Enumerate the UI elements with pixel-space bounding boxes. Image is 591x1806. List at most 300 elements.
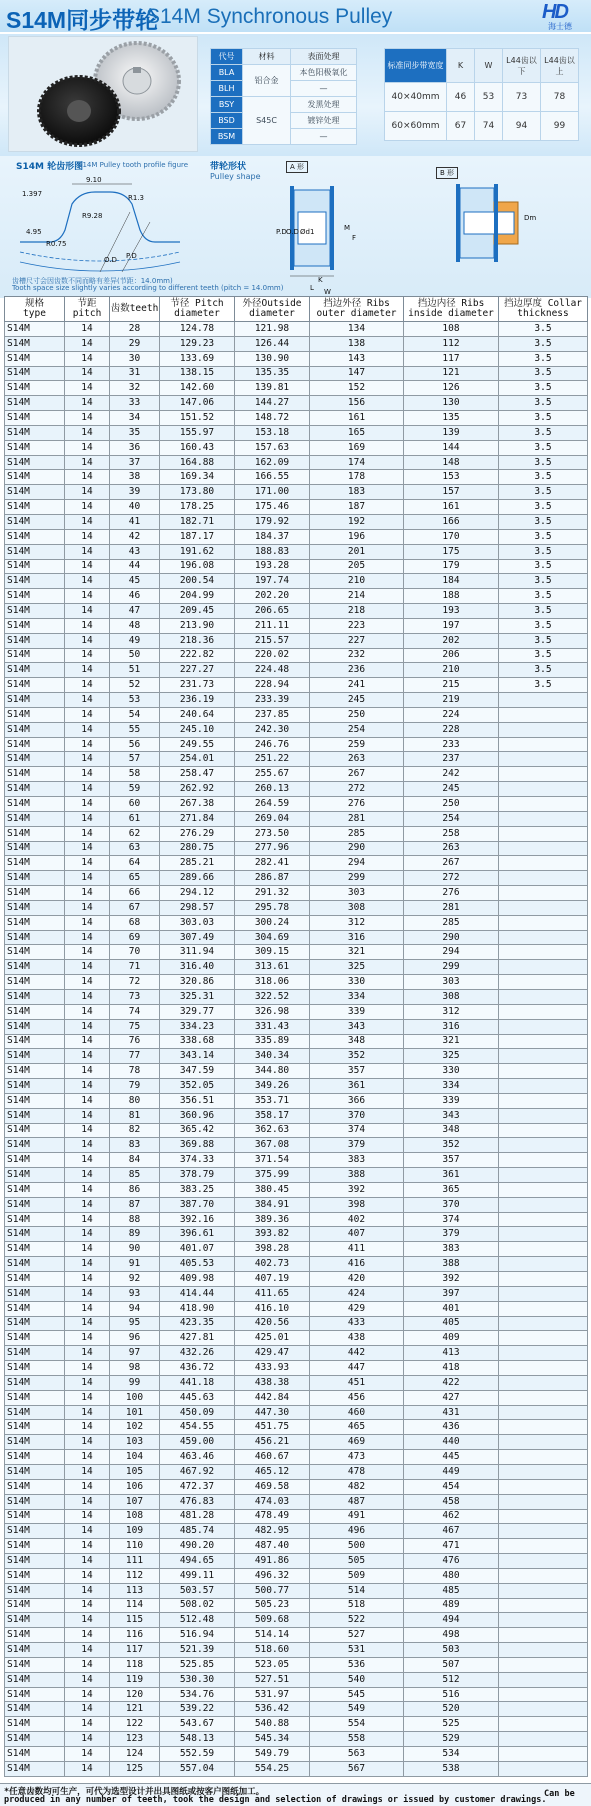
table-cell: 14: [65, 1227, 110, 1242]
table-cell: 14: [65, 500, 110, 515]
table-cell: 436.72: [160, 1361, 235, 1376]
table-cell: S14M: [5, 544, 65, 559]
table-cell: 487: [310, 1494, 404, 1509]
table-cell: [499, 1153, 588, 1168]
table-cell: 108: [110, 1509, 160, 1524]
table-row: [5, 1316, 588, 1331]
table-cell: 84: [110, 1153, 160, 1168]
table-cell: 425.01: [235, 1331, 310, 1346]
table-cell: [499, 975, 588, 990]
table-cell: 299: [310, 871, 404, 886]
table-cell: 14: [65, 811, 110, 826]
table-cell: 494: [404, 1613, 499, 1628]
table-row: [5, 618, 588, 633]
table-cell: 57: [110, 752, 160, 767]
table-cell: 480: [404, 1568, 499, 1583]
table-cell: 70: [110, 945, 160, 960]
table-cell: 545.34: [235, 1732, 310, 1747]
table-cell: 436: [404, 1420, 499, 1435]
table-cell: 454: [404, 1479, 499, 1494]
table-cell: 401.07: [160, 1242, 235, 1257]
table-cell: 512.48: [160, 1613, 235, 1628]
table-cell: 424: [310, 1286, 404, 1301]
table-cell: 124.78: [160, 322, 235, 337]
table-cell: 14: [65, 975, 110, 990]
table-cell: 112: [110, 1568, 160, 1583]
table-cell: 14: [65, 322, 110, 337]
table-cell: 65: [110, 871, 160, 886]
table-cell: S14M: [5, 811, 65, 826]
table-cell: 375.99: [235, 1168, 310, 1183]
table-cell: 14: [65, 411, 110, 426]
table-cell: [499, 1168, 588, 1183]
dim-label: O.D: [104, 256, 117, 264]
table-row: [5, 1450, 588, 1465]
table-cell: 14: [65, 529, 110, 544]
table-cell: 14: [65, 1628, 110, 1643]
table-cell: [499, 886, 588, 901]
table-cell: 521.39: [160, 1643, 235, 1658]
table-cell: 499.11: [160, 1568, 235, 1583]
table-cell: 117: [404, 351, 499, 366]
table-cell: S14M: [5, 1168, 65, 1183]
table-cell: [499, 1316, 588, 1331]
table-cell: 276: [404, 886, 499, 901]
table-cell: 182.71: [160, 514, 235, 529]
table-row: [5, 1717, 588, 1732]
table-cell: 401: [404, 1301, 499, 1316]
column-header-line: outer diameter: [316, 308, 397, 319]
table-cell: S14M: [5, 1657, 65, 1672]
table-row: [5, 1732, 588, 1747]
table-row: [5, 604, 588, 619]
table-row: [5, 1613, 588, 1628]
table-row: [5, 1524, 588, 1539]
width-header: L44齿以下: [503, 49, 541, 83]
table-cell: 97: [110, 1346, 160, 1361]
table-cell: 102: [110, 1420, 160, 1435]
table-cell: [499, 1494, 588, 1509]
table-cell: [499, 693, 588, 708]
table-cell: 14: [65, 604, 110, 619]
table-cell: 303: [310, 886, 404, 901]
spec-code: BSD: [211, 113, 243, 129]
table-cell: 36: [110, 440, 160, 455]
table-cell: [499, 1257, 588, 1272]
table-cell: 14: [65, 678, 110, 693]
table-cell: 236.19: [160, 693, 235, 708]
table-cell: 119: [110, 1672, 160, 1687]
table-cell: 254.01: [160, 752, 235, 767]
table-cell: [499, 1034, 588, 1049]
table-cell: 99: [110, 1375, 160, 1390]
table-cell: 14: [65, 737, 110, 752]
table-cell: 14: [65, 1034, 110, 1049]
table-cell: 14: [65, 336, 110, 351]
table-cell: 277.96: [235, 841, 310, 856]
table-cell: 469.58: [235, 1479, 310, 1494]
table-cell: 14: [65, 470, 110, 485]
table-row: [5, 841, 588, 856]
table-cell: 454.55: [160, 1420, 235, 1435]
width-header: W: [475, 49, 503, 83]
table-cell: 142.60: [160, 381, 235, 396]
table-cell: 60: [110, 797, 160, 812]
table-cell: 87: [110, 1197, 160, 1212]
table-cell: [499, 1717, 588, 1732]
column-header-line: 挡边外径 Ribs: [323, 298, 390, 309]
table-cell: 50: [110, 648, 160, 663]
table-cell: 433: [310, 1316, 404, 1331]
column-header-line: type: [23, 308, 46, 319]
table-cell: S14M: [5, 1494, 65, 1509]
table-cell: 392.16: [160, 1212, 235, 1227]
table-cell: 536: [310, 1657, 404, 1672]
table-cell: 522: [310, 1613, 404, 1628]
table-cell: 14: [65, 1375, 110, 1390]
footer-note-en: produced in any number of teeth, took the design and selection of drawings or issued by customer drawings.: [4, 1795, 547, 1805]
table-cell: S14M: [5, 618, 65, 633]
table-cell: 80: [110, 1093, 160, 1108]
table-cell: [499, 1286, 588, 1301]
table-cell: 224.48: [235, 663, 310, 678]
table-cell: S14M: [5, 1613, 65, 1628]
table-cell: 383: [404, 1242, 499, 1257]
table-cell: 554: [310, 1717, 404, 1732]
spec-code: BSM: [211, 129, 243, 145]
table-cell: 365: [404, 1182, 499, 1197]
table-cell: 120: [110, 1687, 160, 1702]
table-cell: 476: [404, 1554, 499, 1569]
table-cell: 503: [404, 1643, 499, 1658]
table-cell: [499, 1450, 588, 1465]
table-cell: 14: [65, 856, 110, 871]
table-cell: S14M: [5, 960, 65, 975]
table-row: [5, 1049, 588, 1064]
table-cell: 121.98: [235, 322, 310, 337]
table-cell: [499, 945, 588, 960]
spec-treatment: 发黑处理: [291, 97, 357, 113]
table-cell: 14: [65, 1450, 110, 1465]
table-cell: 115: [110, 1613, 160, 1628]
table-cell: [499, 1004, 588, 1019]
table-cell: 549: [310, 1702, 404, 1717]
table-cell: 447: [310, 1361, 404, 1376]
table-cell: S14M: [5, 351, 65, 366]
table-cell: 509: [310, 1568, 404, 1583]
table-cell: S14M: [5, 1420, 65, 1435]
table-cell: 3.5: [499, 485, 588, 500]
table-cell: 567: [310, 1761, 404, 1776]
table-cell: 352.05: [160, 1079, 235, 1094]
table-cell: 272: [404, 871, 499, 886]
table-cell: S14M: [5, 485, 65, 500]
column-header-line: 齿数teeth: [110, 303, 159, 314]
table-cell: 206: [404, 648, 499, 663]
table-cell: 263: [310, 752, 404, 767]
table-cell: 218.36: [160, 633, 235, 648]
column-header-line: inside diameter: [408, 308, 494, 319]
table-cell: 14: [65, 1390, 110, 1405]
table-cell: [499, 752, 588, 767]
table-cell: S14M: [5, 1153, 65, 1168]
table-cell: 325: [310, 960, 404, 975]
table-cell: 548.13: [160, 1732, 235, 1747]
table-cell: 260.13: [235, 782, 310, 797]
table-cell: 135: [404, 411, 499, 426]
table-cell: S14M: [5, 366, 65, 381]
table-cell: 211.11: [235, 618, 310, 633]
table-cell: 166.55: [235, 470, 310, 485]
table-cell: 529: [404, 1732, 499, 1747]
dim-label: R9.28: [82, 212, 103, 220]
table-cell: 416: [310, 1257, 404, 1272]
table-cell: 14: [65, 1717, 110, 1732]
table-cell: 14: [65, 1019, 110, 1034]
table-cell: 165: [310, 425, 404, 440]
table-cell: 161: [404, 500, 499, 515]
table-cell: 498: [404, 1628, 499, 1643]
table-row: [5, 871, 588, 886]
table-row: [5, 514, 588, 529]
table-row: [5, 1138, 588, 1153]
table-cell: 299: [404, 960, 499, 975]
table-row: [5, 1657, 588, 1672]
table-cell: 14: [65, 1761, 110, 1776]
table-cell: 361: [310, 1079, 404, 1094]
table-cell: 51: [110, 663, 160, 678]
table-row: [5, 663, 588, 678]
table-cell: 329.77: [160, 1004, 235, 1019]
table-cell: 68: [110, 915, 160, 930]
table-cell: S14M: [5, 411, 65, 426]
table-cell: 371.54: [235, 1153, 310, 1168]
table-row: [5, 1153, 588, 1168]
table-row: [5, 1479, 588, 1494]
table-cell: S14M: [5, 1435, 65, 1450]
table-cell: 123: [110, 1732, 160, 1747]
table-cell: 14: [65, 1049, 110, 1064]
table-row: [5, 455, 588, 470]
table-cell: 520: [404, 1702, 499, 1717]
table-cell: 496: [310, 1524, 404, 1539]
pulley-spec-table: [4, 296, 588, 1777]
table-cell: 78: [110, 1064, 160, 1079]
table-cell: S14M: [5, 1316, 65, 1331]
table-cell: 407.19: [235, 1272, 310, 1287]
table-cell: S14M: [5, 500, 65, 515]
table-cell: 47: [110, 604, 160, 619]
table-cell: 175: [404, 544, 499, 559]
column-header: [110, 297, 160, 322]
table-cell: S14M: [5, 1272, 65, 1287]
table-cell: 157: [404, 485, 499, 500]
table-cell: S14M: [5, 722, 65, 737]
table-cell: 3.5: [499, 663, 588, 678]
table-row: [5, 500, 588, 515]
dim-label: R0.75: [46, 240, 67, 248]
table-row: [5, 574, 588, 589]
table-row: [5, 1212, 588, 1227]
table-cell: 148.72: [235, 411, 310, 426]
table-cell: 360.96: [160, 1108, 235, 1123]
table-cell: 392: [310, 1182, 404, 1197]
table-cell: S14M: [5, 1450, 65, 1465]
table-cell: [499, 1687, 588, 1702]
table-cell: 14: [65, 1212, 110, 1227]
table-cell: 514: [310, 1583, 404, 1598]
table-cell: 429.47: [235, 1346, 310, 1361]
table-cell: 227.27: [160, 663, 235, 678]
table-cell: 147: [310, 366, 404, 381]
table-cell: 534: [404, 1747, 499, 1762]
table-cell: 411: [310, 1242, 404, 1257]
column-header: [404, 297, 499, 322]
table-cell: 61: [110, 811, 160, 826]
table-cell: 298.57: [160, 900, 235, 915]
table-cell: 334: [310, 989, 404, 1004]
table-cell: 143: [310, 351, 404, 366]
table-cell: 130: [404, 396, 499, 411]
table-cell: 95: [110, 1316, 160, 1331]
table-cell: 307.49: [160, 930, 235, 945]
table-row: [5, 960, 588, 975]
table-cell: S14M: [5, 663, 65, 678]
table-cell: 365.42: [160, 1123, 235, 1138]
table-cell: 91: [110, 1257, 160, 1272]
table-cell: 14: [65, 886, 110, 901]
width-header: L44齿以上: [541, 49, 579, 83]
table-row: [5, 485, 588, 500]
table-cell: [499, 1747, 588, 1762]
table-cell: 14: [65, 722, 110, 737]
table-cell: [499, 1464, 588, 1479]
table-cell: 144: [404, 440, 499, 455]
table-cell: [499, 1583, 588, 1598]
table-cell: 125: [110, 1761, 160, 1776]
table-cell: 64: [110, 856, 160, 871]
table-cell: 334: [404, 1079, 499, 1094]
table-cell: [499, 871, 588, 886]
table-cell: 54: [110, 707, 160, 722]
table-cell: S14M: [5, 752, 65, 767]
table-cell: 343.14: [160, 1049, 235, 1064]
table-cell: [499, 1064, 588, 1079]
table-cell: 326.98: [235, 1004, 310, 1019]
table-cell: 14: [65, 618, 110, 633]
table-cell: 289.66: [160, 871, 235, 886]
table-cell: 272: [310, 782, 404, 797]
table-cell: 432.26: [160, 1346, 235, 1361]
table-cell: S14M: [5, 989, 65, 1004]
table-header-row: [5, 297, 588, 322]
width-cell: 94: [503, 112, 541, 141]
table-cell: S14M: [5, 915, 65, 930]
table-cell: 166: [404, 514, 499, 529]
table-cell: 228: [404, 722, 499, 737]
table-cell: S14M: [5, 707, 65, 722]
table-cell: S14M: [5, 975, 65, 990]
column-header: [160, 297, 235, 322]
table-row: [5, 900, 588, 915]
table-row: [5, 722, 588, 737]
table-cell: [499, 737, 588, 752]
table-cell: 485.74: [160, 1524, 235, 1539]
table-cell: [499, 915, 588, 930]
table-cell: [499, 826, 588, 841]
table-cell: 549.79: [235, 1747, 310, 1762]
table-cell: 3.5: [499, 425, 588, 440]
table-cell: 157.63: [235, 440, 310, 455]
table-row: [5, 693, 588, 708]
table-cell: 44: [110, 559, 160, 574]
table-cell: 46: [110, 589, 160, 604]
table-cell: S14M: [5, 1524, 65, 1539]
shape-label: O.D: [286, 228, 299, 236]
note-en: Tooth space size slightly varies according to different teeth (pitch = 14.0mm): [12, 284, 284, 292]
table-cell: 32: [110, 381, 160, 396]
table-cell: 516: [404, 1687, 499, 1702]
pulley-photo: [8, 36, 198, 152]
table-cell: 89: [110, 1227, 160, 1242]
table-cell: 295.78: [235, 900, 310, 915]
table-cell: S14M: [5, 529, 65, 544]
table-cell: 147.06: [160, 396, 235, 411]
table-cell: [499, 1420, 588, 1435]
table-row: [5, 1168, 588, 1183]
table-cell: [499, 930, 588, 945]
table-row: [5, 915, 588, 930]
table-cell: 294: [310, 856, 404, 871]
table-cell: [499, 841, 588, 856]
table-row: [5, 782, 588, 797]
table-cell: 29: [110, 336, 160, 351]
table-cell: 273.50: [235, 826, 310, 841]
table-cell: 331.43: [235, 1019, 310, 1034]
table-cell: [499, 1182, 588, 1197]
table-cell: 94: [110, 1301, 160, 1316]
table-cell: S14M: [5, 1197, 65, 1212]
width-cell: 73: [503, 83, 541, 112]
table-row: [5, 1227, 588, 1242]
table-cell: 219: [404, 693, 499, 708]
table-cell: 465.12: [235, 1464, 310, 1479]
table-cell: 215.57: [235, 633, 310, 648]
table-cell: 330: [310, 975, 404, 990]
table-cell: 259: [310, 737, 404, 752]
shape-label: K: [318, 276, 323, 284]
table-cell: 138: [310, 336, 404, 351]
table-cell: S14M: [5, 470, 65, 485]
width-cell: 40×40mm: [385, 83, 447, 112]
table-cell: 14: [65, 381, 110, 396]
table-cell: 249.55: [160, 737, 235, 752]
table-cell: 353.71: [235, 1093, 310, 1108]
table-cell: 14: [65, 1598, 110, 1613]
table-cell: 489: [404, 1598, 499, 1613]
table-cell: 14: [65, 1702, 110, 1717]
table-cell: 139.81: [235, 381, 310, 396]
table-cell: 505.23: [235, 1598, 310, 1613]
table-cell: S14M: [5, 1286, 65, 1301]
table-cell: 210: [404, 663, 499, 678]
table-cell: 129.23: [160, 336, 235, 351]
table-cell: 90: [110, 1242, 160, 1257]
table-cell: 280.75: [160, 841, 235, 856]
table-cell: 126: [404, 381, 499, 396]
table-cell: 348: [404, 1123, 499, 1138]
table-cell: 450.09: [160, 1405, 235, 1420]
